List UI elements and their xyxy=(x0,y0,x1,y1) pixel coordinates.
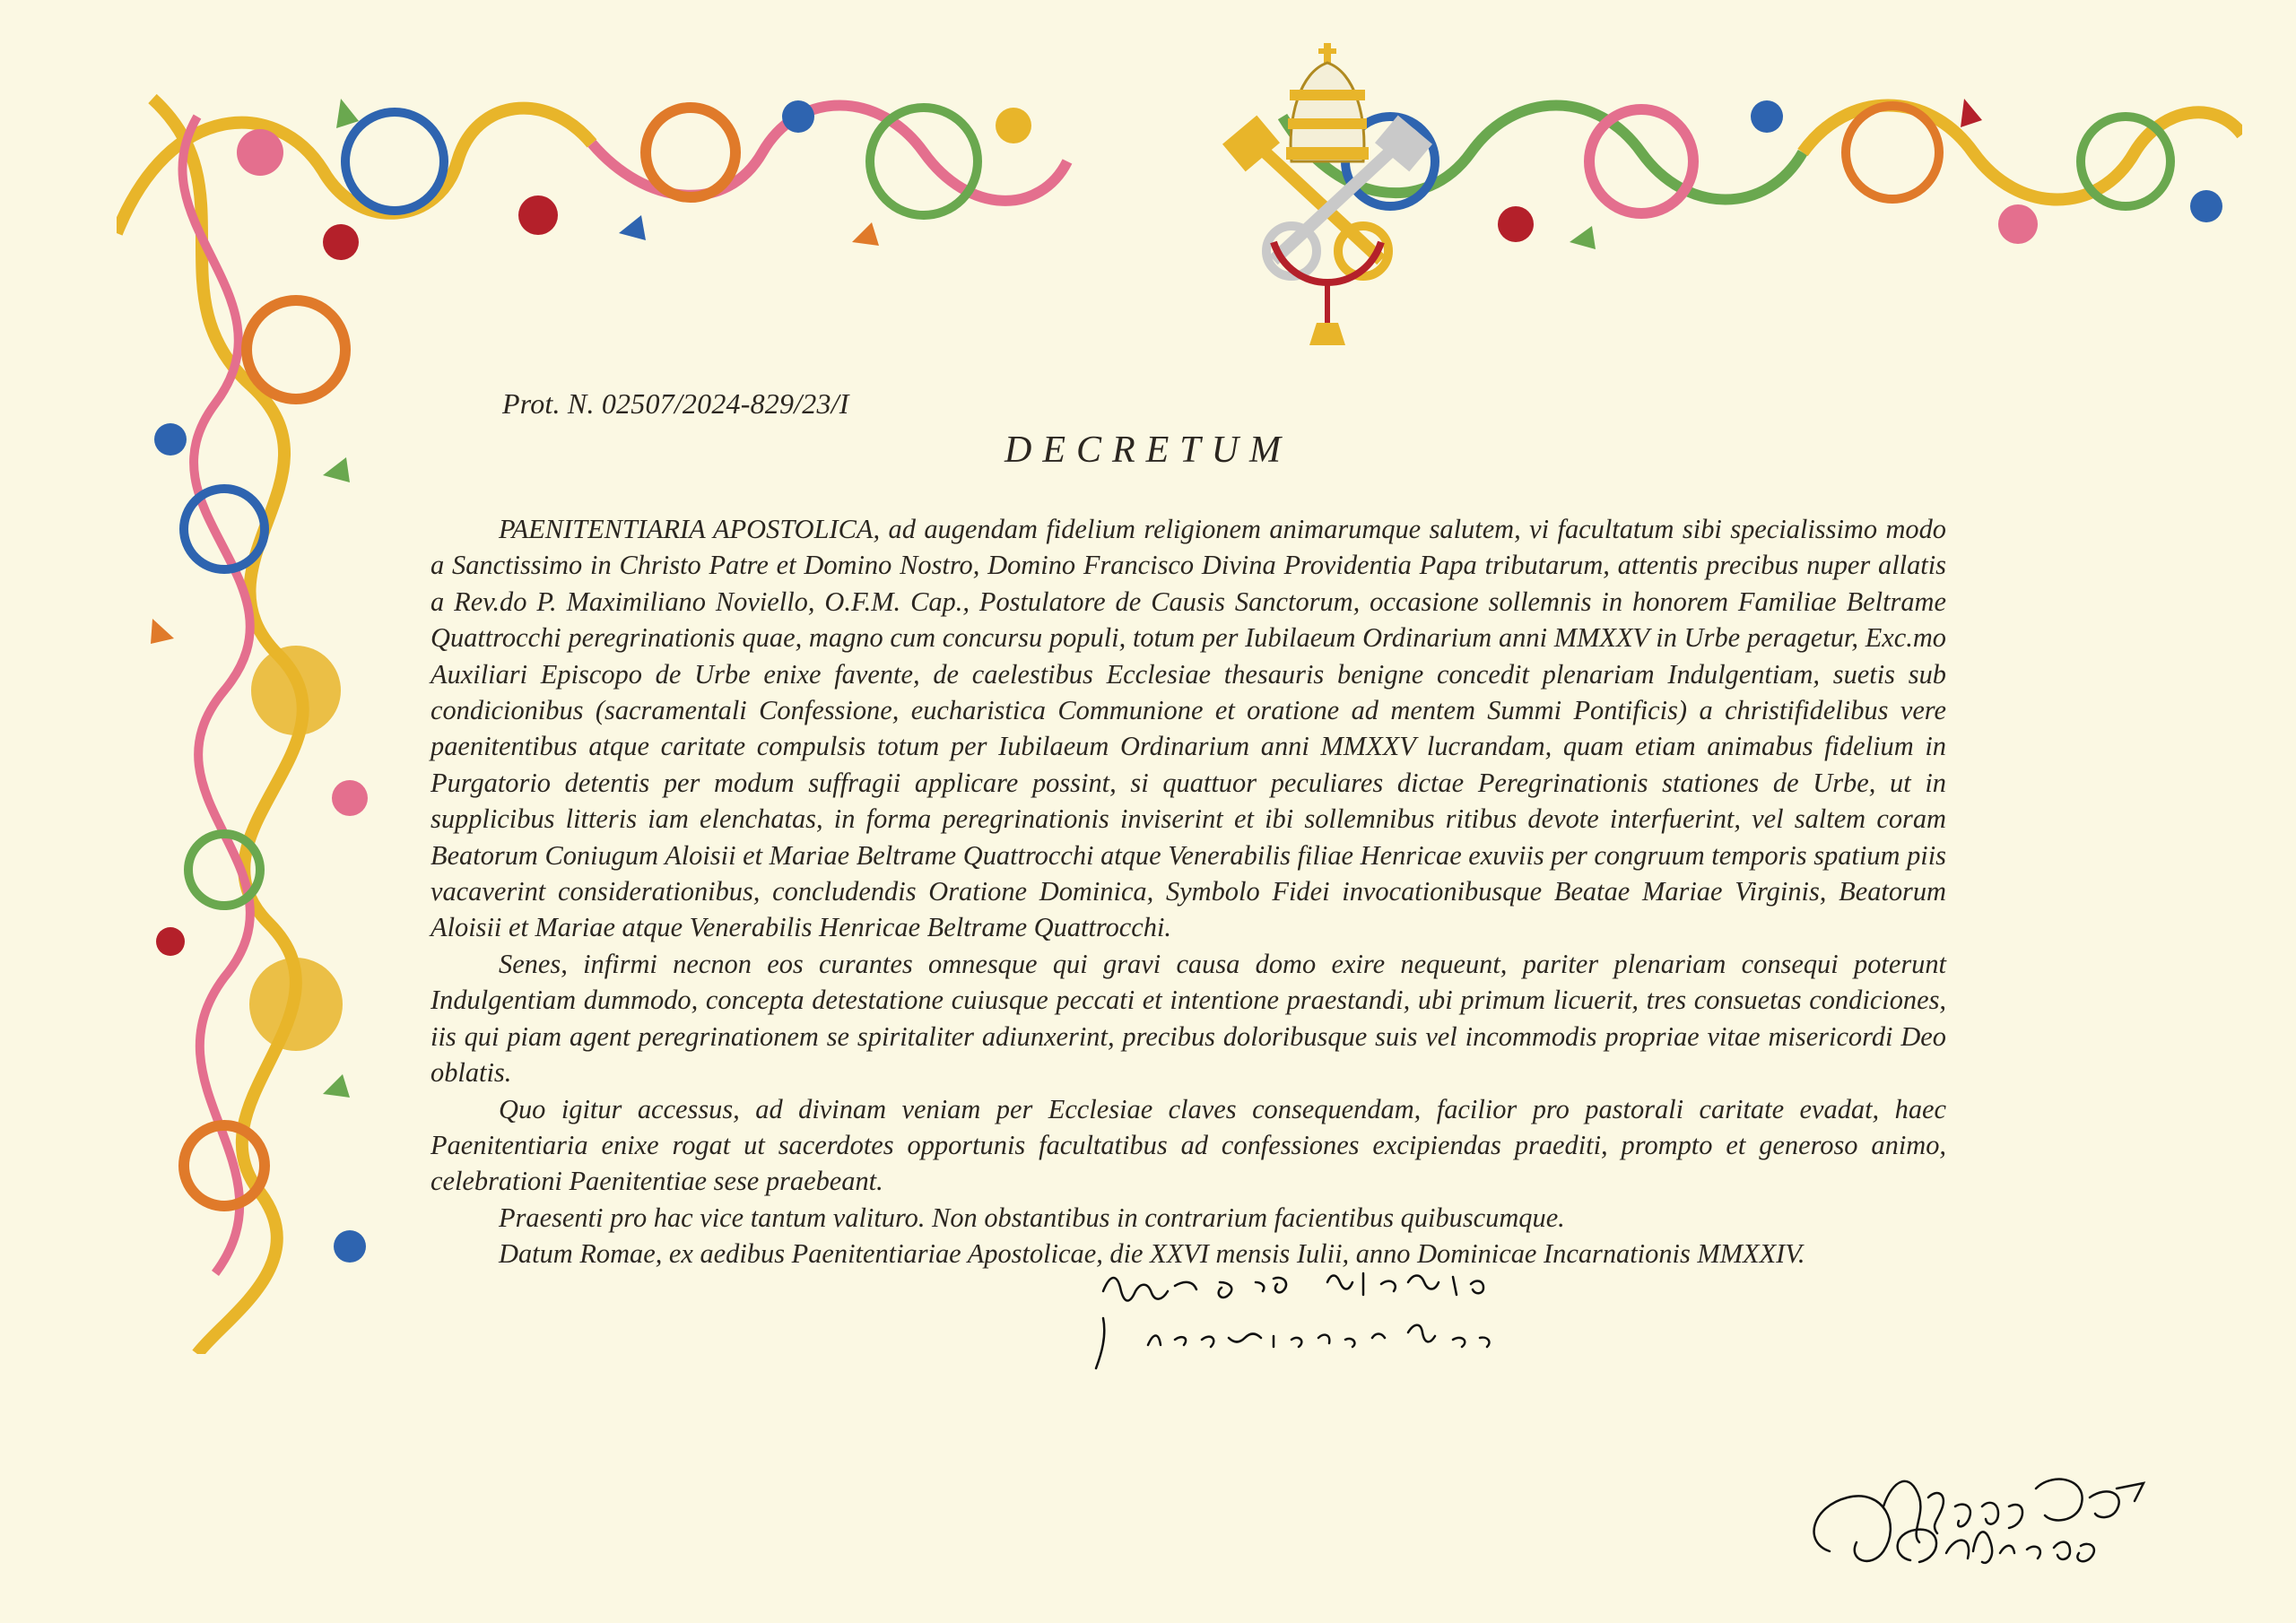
decree-body xyxy=(430,511,1946,1272)
cardinal-signature xyxy=(1094,1264,1561,1372)
protocol-number: Prot. N. 02507/2024-829/23/I xyxy=(502,387,849,420)
document-title: DECRETUM xyxy=(1004,430,1292,471)
cardinal-signature-scribble xyxy=(1094,1264,1561,1372)
illuminated-top-border xyxy=(117,63,2242,314)
red-cord-icon xyxy=(1274,242,1381,345)
decree-paragraph: Senes, infirmi necnon eos curantes omnesque qui gravi causa domo exire nequeunt, pariter plenariam consequi poterunt Indulgentiam dummodo, concepta detestatione cuiusque peccati et intentione praestandi, ubi primum licuerit, tres consuetas condiciones, iis qui piam agent peregrinationem se spiritaliter adiunxerint, precibus doloribusque suis vel incommodis propriae vitae misericordi Deo oblatis. xyxy=(430,948,1946,1089)
decree-paragraph: PAENITENTIARIA APOSTOLICA, ad augendam fidelium religionem animarumque salutem, vi facultatum sibi specialissimo modo a Sanctissimo in Christo Patre et Domino Nostro, Domino Francisco Divina Providentia Papa tributarum, attentis precibus nuper allatis a Rev.do P. Maximiliano Noviello, O.F.M. Cap., Postulatore de Causis Sanctorum, occasione sollemnis in honorem Familiae Beltrame Quattrocchi peregrinationis quae, magno cum concursu populi, totum per Iubilaeum Ordinarium anni MMXXV in Urbe peragetur, Exc.mo Auxiliari Episcopo de Urbe enixe favente, de caelestibus Ecclesiae thesauris benigne concedit plenariam Indulgentiam, suetis sub condicionibus (sacramentali Confessione, eucharistica Communione et oratione ad mentem Summi Pontificis) a christifidelibus vere paenitentibus atque caritate compulsis totum per Iubilaeum Ordinarium anni MMXXV lucrandam, quam etiam animabus fidelium in Purgatorio detentis per modum suffragii applicare possint, si quattuor peculiares dictae Peregrinationis stationes de Urbe, ut in supplicibus litteris iam elenchatas, in forma peregrinationis inviserint et ibi sollemnibus ritibus devote interfuerint, vel saltem coram Beatorum Coniugum Aloisii et Mariae Beltrame Quattrocchi atque Venerabilis filiae Henricae exuviis per congruum temporis spatium piis vacaverint considerationibus, concludendis Oratione Dominica, Symbolo Fidei invocationibusque Beatae Mariae Virginis, Beatorum Aloisii et Mariae atque Venerabilis Henricae Beltrame Quattrocchi. xyxy=(430,514,1946,943)
decree-paragraph: Quo igitur accessus, ad divinam veniam per Ecclesiae claves consequendam, facilior pro pastorali caritate evadat, haec Paenitentiaria enixe rogat ut sacerdotes opportunis facultatibus ad confessiones excipiendas praediti, prompto et generoso animo, celebrationi Paenitentiae sese praebeant. xyxy=(430,1093,1946,1197)
tiara-icon xyxy=(1286,43,1369,161)
decree-paragraph: Praesenti pro hac vice tantum valituro. Non obstantibus in contrarium facientibus quibuscumque. xyxy=(499,1202,1565,1233)
regent-signature-scribble xyxy=(1794,1453,2170,1596)
decree-paragraph: Datum Romae, ex aedibus Paenitentiariae Apostolicae, die XXVI mensis Iulii, anno Dominicae Incarnationis MMXXIV. xyxy=(499,1238,1805,1270)
regent-signature xyxy=(1794,1453,2170,1596)
papal-coat-of-arms xyxy=(1193,36,1462,350)
illuminated-left-border xyxy=(117,63,404,1354)
